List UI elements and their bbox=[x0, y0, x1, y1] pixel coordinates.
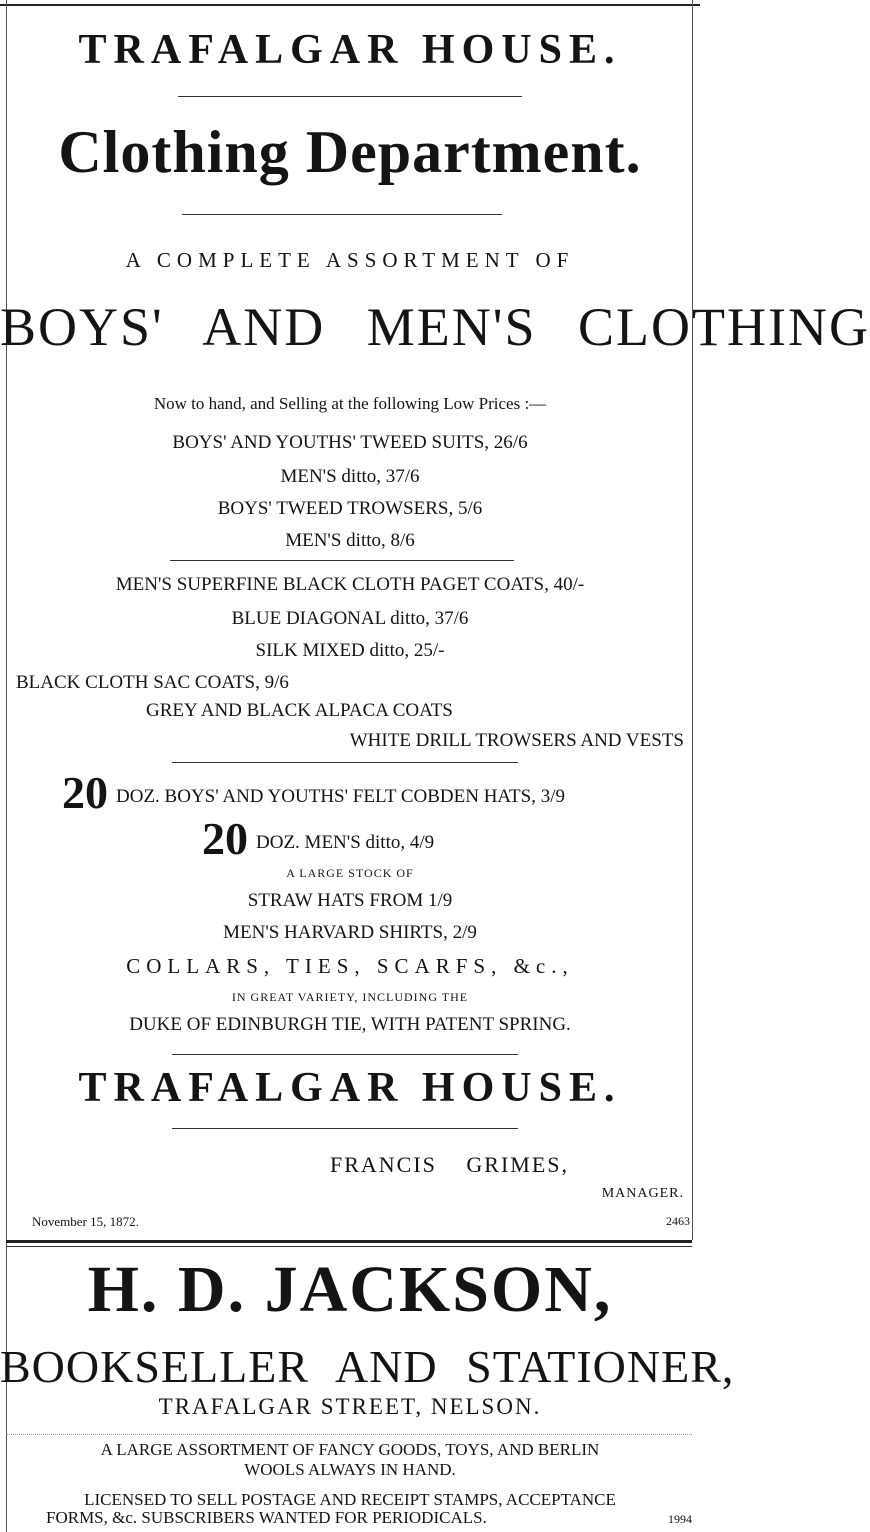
advert-separator-thin bbox=[6, 1246, 692, 1247]
price-item: MEN'S ditto, 8/6 bbox=[285, 530, 415, 551]
manager-name: FRANCIS GRIMES, bbox=[330, 1152, 570, 1177]
divider bbox=[182, 214, 502, 215]
advert-separator bbox=[6, 1240, 692, 1243]
top-border-rule bbox=[0, 4, 700, 6]
clothing-headline: BOYS' AND MEN'S CLOTHING bbox=[0, 297, 870, 357]
duke-tie-line: DUKE OF EDINBURGH TIE, WITH PATENT SPRING. bbox=[129, 1014, 571, 1035]
price-item: BOYS' AND YOUTHS' TWEED SUITS, 26/6 bbox=[172, 432, 528, 453]
mens-hats-line bbox=[202, 812, 434, 865]
boys-hats-text: DOZ. BOYS' AND YOUTHS' FELT COBDEN HATS, 3/9 bbox=[116, 786, 565, 807]
price-item: MEN'S SUPERFINE BLACK CLOTH PAGET COATS, 40/- bbox=[115, 574, 585, 595]
divider bbox=[172, 762, 518, 763]
mens-hats-text: DOZ. MEN'S ditto, 4/9 bbox=[256, 832, 435, 853]
wools-line: WOOLS ALWAYS IN HAND. bbox=[244, 1460, 456, 1479]
boys-hats-quantity: 20 bbox=[62, 767, 108, 818]
price-item: GREY AND BLACK ALPACA COATS bbox=[146, 700, 453, 721]
advert-number: 1994 bbox=[668, 1512, 692, 1526]
price-item: SILK MIXED ditto, 25/- bbox=[255, 640, 445, 661]
advert-title: TRAFALGAR HOUSE. bbox=[78, 27, 622, 73]
bookseller-address: TRAFALGAR STREET, NELSON. bbox=[158, 1394, 542, 1419]
advert-date: November 15, 1872. bbox=[32, 1214, 139, 1229]
harvard-shirts-line: MEN'S HARVARD SHIRTS, 2/9 bbox=[223, 922, 477, 943]
assortment-intro: A COMPLETE ASSORTMENT OF bbox=[125, 248, 575, 272]
price-item: MEN'S ditto, 37/6 bbox=[280, 466, 420, 487]
large-stock-label: A LARGE STOCK OF bbox=[286, 866, 414, 880]
bookseller-trade: BOOKSELLER AND STATIONER, bbox=[0, 1341, 735, 1392]
price-item: WHITE DRILL TROWSERS AND VESTS bbox=[349, 730, 684, 751]
price-item: BLACK CLOTH SAC COATS, 9/6 bbox=[16, 672, 289, 693]
divider bbox=[170, 560, 514, 561]
fancy-goods-line: A LARGE ASSORTMENT OF FANCY GOODS, TOYS, AND BERLIN bbox=[100, 1440, 600, 1459]
manager-title: MANAGER. bbox=[601, 1186, 684, 1201]
bookseller-name: H. D. JACKSON, bbox=[87, 1253, 613, 1326]
closing-title: TRAFALGAR HOUSE. bbox=[78, 1065, 622, 1111]
stamps-line: LICENSED TO SELL POSTAGE AND RECEIPT STAMPS, ACCEPTANCE bbox=[84, 1490, 616, 1509]
price-item: BLUE DIAGONAL ditto, 37/6 bbox=[231, 608, 469, 629]
periodicals-line: FORMS, &c. SUBSCRIBERS WANTED FOR PERIODICALS. bbox=[46, 1508, 487, 1527]
department-heading: Clothing Department. bbox=[58, 119, 642, 185]
divider bbox=[172, 1054, 518, 1055]
straw-hats-line: STRAW HATS FROM 1/9 bbox=[247, 890, 453, 911]
divider bbox=[172, 1128, 518, 1129]
collars-line: COLLARS, TIES, SCARFS, &c., bbox=[126, 954, 574, 978]
advert-number: 2463 bbox=[666, 1214, 690, 1228]
price-intro: Now to hand, and Selling at the following Low Prices :— bbox=[153, 394, 547, 413]
divider bbox=[6, 1434, 692, 1435]
price-item: BOYS' TWEED TROWSERS, 5/6 bbox=[217, 498, 483, 519]
divider bbox=[178, 96, 522, 97]
variety-label: IN GREAT VARIETY, INCLUDING THE bbox=[231, 990, 469, 1004]
mens-hats-quantity: 20 bbox=[202, 813, 248, 864]
